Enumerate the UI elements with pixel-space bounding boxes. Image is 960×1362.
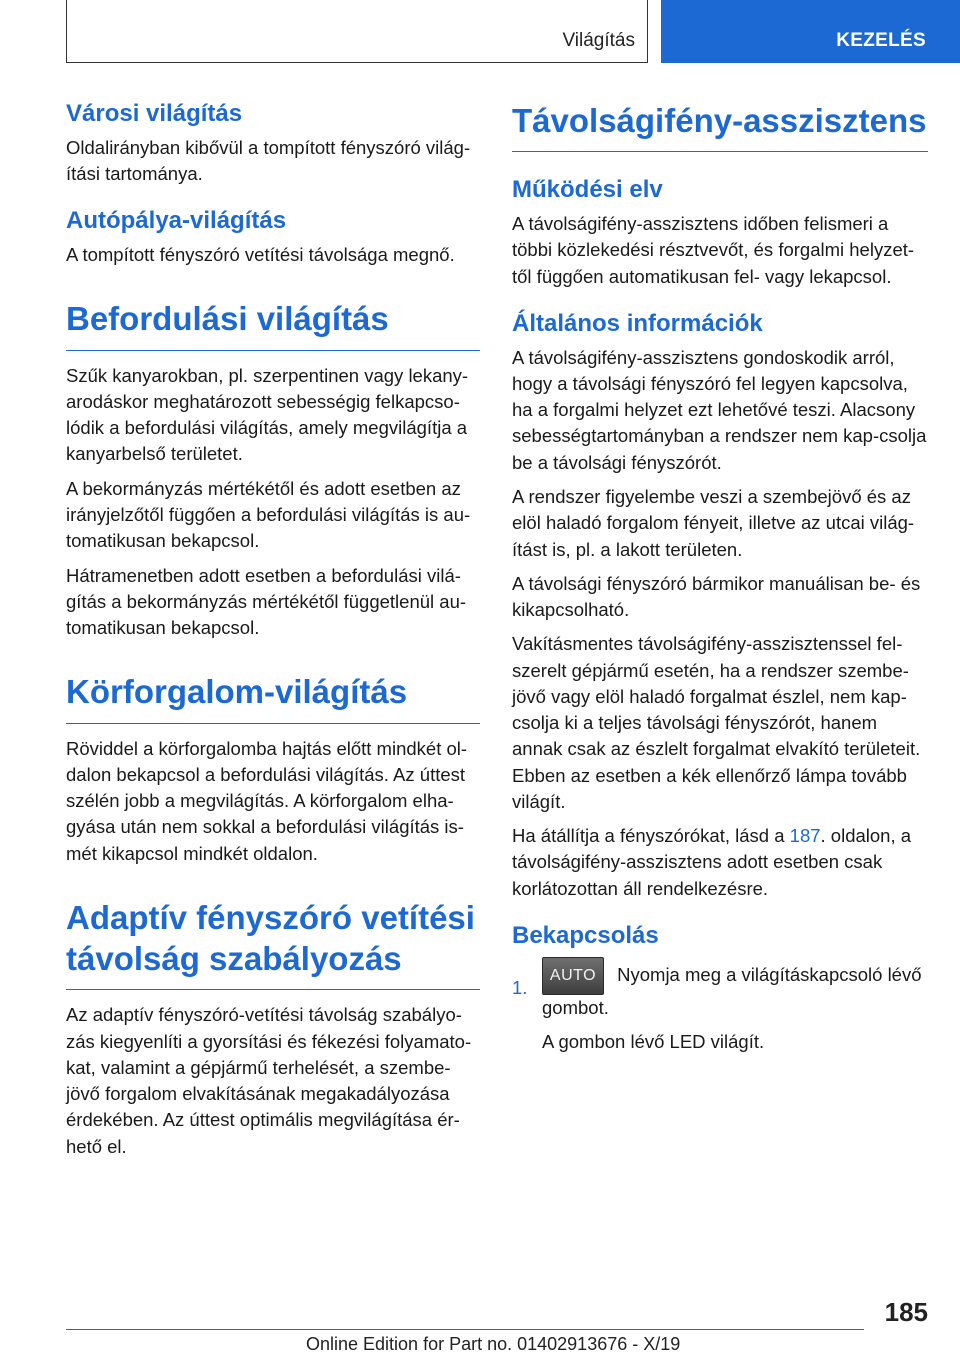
paragraph-altalanos-3: A távolsági fényszóró bármikor manuálisan be- és kikapcsolható. [512,572,921,621]
step-result: A gombon lévő LED világít. [542,1031,765,1053]
step-number: 1. [512,976,528,998]
heading-mukodesi-elv: Működési elv [512,176,663,204]
auto-button-icon: AUTO [542,957,604,995]
paragraph-befordulasi-1: Szűk kanyarokban, pl. szerpentinen vagy lekany-arodáskor meghatározott sebességig felkapcso-lódik a befordulási világítás, amely megvilágítja a kanyarbelső területet. [66,364,469,465]
header-section-box [66,0,648,63]
heading-varosi-vilagitas: Városi világítás [66,100,243,127]
page-reference-link[interactable]: 187 [789,825,821,847]
footer-edition: Online Edition for Part no. 01402913676 - X/19 [306,1334,681,1354]
footer-divider [66,1329,864,1330]
paragraph-altalanos-2: A rendszer figyelembe veszi a szembejövő és az elöl haladó forgalom fényeit, illetve az utcai világ-ítást is, pl. a lakott területen. [512,485,915,560]
right-column [512,100,928,1063]
paragraph-autopalya: A tompított fényszóró vetítési távolsága megnő. [66,244,455,266]
heading-befordulasi-vilagitas: Befordulási világítás [66,298,480,350]
paragraph-varosi: Oldalirányban kibővül a tompított fényszóró világ-ítási tartománya. [66,136,471,185]
paragraph-altalanos-4: Vakításmentes távolságifény-asszisztenssel fel-szerelt gépjármű esetén, ha a rendszer szembe-jövő vagy elöl haladó forgalmat észlel, nem kap-csolja ki a teljes távolsági fényszórót, hanem annak csak az észlelt forgalmat elvakító területeit. Ebben az esetben a kék ellenőrző lámpa tovább világít. [512,633,921,812]
paragraph-befordulasi-2: A bekormányzás mértékétől és adott esetben az irányjelzőtől függően a befordulási világítás is au-tomatikusan bekapcsol. [66,477,471,552]
heading-autopalya-vilagitas: Autópálya-világítás [66,207,287,235]
paragraph-korforgalom: Röviddel a körforgalomba hajtás előtt mindkét ol-dalon bekapcsol a befordulási világítás. Az úttest szélén jobb a megvilágítás. A körforgalom elha-gyása után nem sokkal a befordulási világítás is-mét kikapcsol mindkét oldalon. [66,737,468,864]
paragraph-adaptiv: Az adaptív fényszóró-vetítési távolság szabályo-zás kiegyenlíti a gyorsítási és fékezési folyamato-kat, valamint a gépjármű terhelését, a szembe-jövő forgalom elvakításának megakadályozása érdekében. Az úttest optimális megvilágítása ér-hető el. [66,1004,472,1157]
step-instruction [542,957,928,1021]
heading-korforgalom-vilagitas: Körforgalom-világítás [66,671,480,723]
step-body [542,957,928,1064]
heading-altalanos-informaciok: Általános információk [512,309,763,337]
header-chapter-tab [661,0,960,63]
paragraph-mukodesi: A távolságifény-asszisztens időben felismeri a többi közlekedési résztvevőt, és forgalmi helyzet-től függően automatikusan fel- vagy lekapcsol. [512,213,915,287]
step-1 [512,957,928,1064]
paragraph-altalanos-5 [512,823,928,902]
heading-adaptiv-fenyszoro: Adaptív fényszóró vetítési távolság szabályozás [66,897,480,991]
header-chapter-title: KEZELÉS [836,30,926,51]
heading-bekapcsolas: Bekapcsolás [512,921,659,949]
page-number: 185 [884,1297,928,1327]
paragraph-altalanos-1: A távolságifény-asszisztens gondoskodik arról, hogy a távolsági fényszóró fel legyen kapcsolva, ha a forgalmi helyzet ezt lehetővé teszi. Alacsony sebességtartományban a rendszer nem kap-csolja be a távolsági fényszórót. [512,346,927,473]
paragraph-5-pre: Ha átállítja a fényszórókat, lásd a [512,825,790,847]
paragraph-befordulasi-3: Hátramenetben adott esetben a befordulási vilá-gítás a bekormányzás mértékétől függetlenül au-tomatikusan bekapcsol. [66,564,467,639]
left-column [66,100,480,1168]
header-section-title: Világítás [562,30,635,51]
heading-tavolsagifeny-asszisztens: Távolságifény-asszisztens [512,100,928,152]
step-instruction-text: Nyomja meg a világításkapcsoló lévő gombot. [542,963,922,1018]
paragraph-5-post: . oldalon, a távolságifény-asszisztens adott esetben csak korlátozottan áll rendelkezésre. [512,825,912,899]
